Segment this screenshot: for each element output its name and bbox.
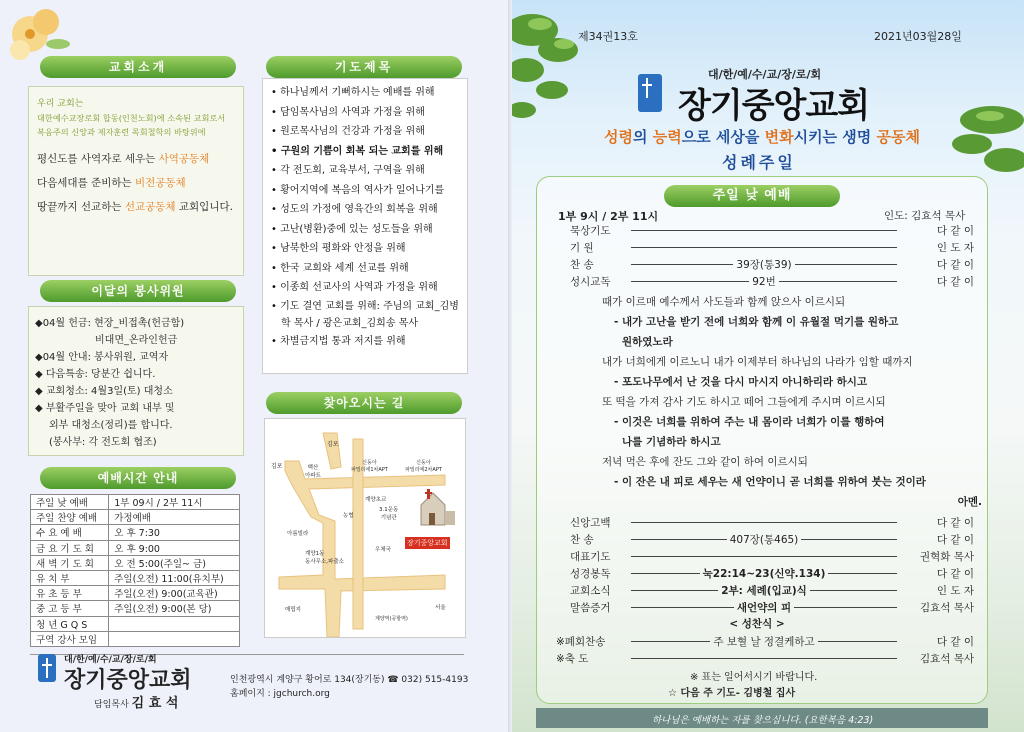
footer-church-name: 장기중앙교회 <box>64 668 192 693</box>
church-logo-icon <box>638 74 662 112</box>
footer-homepage: 홈페이지 : jgchurch.org <box>230 689 330 699</box>
map-label-baeksan: 백산 아파트 <box>305 465 321 479</box>
map-label-maejit: 매립지 <box>285 607 301 613</box>
scripture-line: 내가 너희에게 이르노니 내가 이제부터 하나님의 나라가 임할 때까지 <box>602 356 913 368</box>
church-logo-icon <box>38 654 56 682</box>
prayer-item: • 원로목사님의 건강과 가정을 위해 <box>271 122 459 142</box>
table-row <box>31 601 240 616</box>
intro-statement-3: 땅끝까지 선교하는 선교공동체 교회입니다. <box>37 201 233 213</box>
issue-date: 2021년03월28일 <box>874 30 962 43</box>
order-row: 말씀증거 새언약의 피 김효석 목사 <box>570 602 974 614</box>
scripture-line: 때가 이르매 예수께서 사도들과 함께 앉으사 이르시되 <box>602 296 846 308</box>
scripture-line: - 내가 고난을 받기 전에 너희와 함께 이 유월절 먹기를 원하고 <box>614 316 899 328</box>
prayer-item: • 구원의 기쁨이 회복 되는 교회를 위해 <box>271 142 459 162</box>
intro-header: 교회소개 <box>40 56 236 78</box>
schedule-cell: 새 벽 기 도 회 <box>31 555 109 570</box>
schedule-cell <box>109 616 240 631</box>
map-label-post: 우체국 <box>375 547 391 553</box>
table-row <box>31 631 240 646</box>
next-prayer: ☆ 다음 주 기도- 김병철 집사 <box>668 688 796 699</box>
church-building-icon <box>417 487 457 531</box>
footer-pastor: 담임목사 김 효 석 <box>94 696 179 711</box>
prayer-item: • 이종희 선교사의 사역과 가정을 위해 <box>271 278 459 298</box>
map-label-sp31: 3.1운동 기념관 <box>379 507 399 521</box>
volunteer-item: ◆ 다음특송: 당분간 쉽니다. <box>35 369 156 380</box>
schedule-cell: 주일 찬양 예배 <box>31 510 109 525</box>
order-row: 교회소식 2부: 세례(입교)식 인 도 자 <box>570 585 974 597</box>
schedule-cell: 오 후 9:00 <box>109 540 240 555</box>
volunteers-header: 이달의 봉사위원 <box>40 280 236 302</box>
schedule-cell: 1부 09시 / 2부 11시 <box>109 495 240 510</box>
service-header: 주일 낮 예배 <box>664 185 840 207</box>
table-row <box>31 510 240 525</box>
order-row: 기 원 인 도 자 <box>570 242 974 254</box>
service-times: 1부 9시 / 2부 11시 <box>558 210 659 223</box>
prayer-item: • 기도 결연 교회를 위해: 주님의 교회_김병학 목사 / 광은교회_김희송 목사 <box>271 298 459 332</box>
table-row <box>31 525 240 540</box>
order-row: 대표기도 권혁화 목사 <box>570 551 974 563</box>
schedule-cell: 금 요 기 도 회 <box>31 540 109 555</box>
church-name: 장기중앙교회 <box>678 86 870 126</box>
map-box <box>264 418 466 638</box>
schedule-cell: 주일 낮 예배 <box>31 495 109 510</box>
footer-address: 인천광역시 계양구 황어로 134(장기동) ☎ 032) 515-4193 <box>230 675 469 685</box>
schedule-cell: 주일(오전) 9:00(교육관) <box>109 586 240 601</box>
bottom-verse: 하나님은 예배하는 자를 찾으십니다. (요한복음 4:23) <box>652 715 874 726</box>
schedule-cell: 청 년 G Q S <box>31 616 109 631</box>
map-label-sindong1: 신동아 파밀리에1차APT <box>351 460 388 473</box>
order-row: ※축 도 김효석 목사 <box>556 653 974 665</box>
volunteer-item: ◆04월 헌금: 현장_비접촉(헌금함) <box>35 318 185 329</box>
order-bottom <box>556 514 974 667</box>
map-label-gimpo: 김포 <box>327 441 339 448</box>
table-row <box>31 570 240 585</box>
intro-line3: 복음주의 신앙과 제자훈련 목회철학의 바탕위에 <box>37 127 206 137</box>
order-row: 묵상기도 다 같 이 <box>570 225 974 237</box>
schedule-cell: 수 요 예 배 <box>31 525 109 540</box>
scripture-line: 나를 기념하라 하시고 <box>622 436 721 448</box>
intro-statement-2: 다음세대를 준비하는 비전공동체 <box>37 177 186 189</box>
prayer-header: 기도제목 <box>266 56 462 78</box>
scripture-amen: 아멘. <box>957 496 982 508</box>
schedule-header: 예배시간 안내 <box>40 467 236 489</box>
right-page <box>512 0 1024 732</box>
scripture-line: 또 떡을 가져 감사 기도 하시고 떼어 그들에게 주시며 이르시되 <box>602 396 886 408</box>
scripture-line: - 포도나무에서 난 것을 다시 마시지 아니하리라 하시고 <box>614 376 868 388</box>
directions-header: 찾아오시는 길 <box>266 392 462 414</box>
prayer-item: • 담임목사님의 사역과 가정을 위해 <box>271 103 459 123</box>
table-row <box>31 616 240 631</box>
map-label-nonghyup: 농협 <box>343 513 354 519</box>
prayer-item: • 한국 교회와 세계 선교를 위해 <box>271 259 459 279</box>
scripture-line: - 이 잔은 내 피로 세우는 새 언약이니 곧 너희를 위하여 붓는 것이라 <box>614 476 926 488</box>
sacrament-label: < 성찬식 > <box>729 618 785 630</box>
scripture-line: - 이것은 너희를 위하여 주는 내 몸이라 너희가 이를 행하여 <box>614 416 885 428</box>
prayer-item: • 하나님께서 기뻐하시는 예배를 위해 <box>271 83 459 103</box>
map-label-seoul: 서울 <box>435 605 446 611</box>
order-row: ※폐회찬송 주 보혈 날 정결케하고 다 같 이 <box>556 636 974 648</box>
schedule-cell: 구역 강사 모임 <box>31 631 109 646</box>
schedule-cell: 오 전 5:00(주일~ 금) <box>109 555 240 570</box>
schedule-cell: 가정예배 <box>109 510 240 525</box>
prayer-item: • 성도의 가정에 영육간의 회복을 위해 <box>271 200 459 220</box>
map-label-sindong2: 신동아 파밀리에2차APT <box>405 460 442 473</box>
prayer-item: • 고난(병환)중에 있는 성도들을 위해 <box>271 220 459 240</box>
map-label-gimpo-2: 김포 <box>271 463 283 470</box>
map-label-school: 계양초교 <box>365 497 387 503</box>
table-row <box>31 555 240 570</box>
table-row <box>31 586 240 601</box>
intro-line1: 우리 교회는 <box>37 99 84 109</box>
schedule-cell: 유 초 등 부 <box>31 586 109 601</box>
scripture-block <box>562 292 982 512</box>
prayer-list <box>271 83 459 351</box>
order-top <box>570 222 974 290</box>
scripture-line: 원하였노라 <box>622 336 673 348</box>
order-row: 성시교독 92번 다 같 이 <box>570 276 974 288</box>
prayer-item: • 차별금지법 통과 저지를 위해 <box>271 332 459 352</box>
footer-denomination: 대/한/예/수/교/장/로/회 <box>64 655 157 665</box>
schedule-table <box>30 494 240 647</box>
sunday-name: 성례주일 <box>722 153 796 172</box>
prayer-box <box>262 78 468 374</box>
map-label-arum: 아름빌라 <box>287 531 309 537</box>
volume-label: 제34권13호 <box>578 30 638 43</box>
denomination: 대/한/예/수/교/장/로/회 <box>708 68 822 81</box>
schedule-cell: 유 치 부 <box>31 570 109 585</box>
volunteer-item: (봉사부: 각 전도회 협조) <box>49 437 157 448</box>
intro-box <box>28 86 244 276</box>
map-label-church: 장기중앙교회 <box>407 539 448 547</box>
order-row: 성경봉독 눅22:14~23(신약.134) 다 같 이 <box>570 568 974 580</box>
volunteer-item: 비대면_온라인헌금 <box>95 335 178 346</box>
table-row <box>31 540 240 555</box>
volunteer-item: ◆ 교회청소: 4월3일(토) 대청소 <box>35 386 173 397</box>
schedule-cell: 중 고 등 부 <box>31 601 109 616</box>
order-row: 찬 송 39장(통39) 다 같 이 <box>570 259 974 271</box>
volunteer-item: 외부 대청소(정리)를 합니다. <box>49 420 173 431</box>
map-label-office: 계양1동 동사무소,파출소 <box>305 551 344 565</box>
motto: 성령의 능력으로 세상을 변화시키는 생명 공동체 <box>604 128 920 146</box>
stand-note: ※ 표는 일어서시기 바랍니다. <box>690 672 818 683</box>
order-row: 신앙고백 다 같 이 <box>570 517 974 529</box>
schedule-cell: 주일(오전) 9:00(본 당) <box>109 601 240 616</box>
scripture-line: 저녁 먹은 후에 잔도 그와 같이 하여 이르시되 <box>602 456 808 468</box>
schedule-cell <box>109 631 240 646</box>
prayer-item: • 각 전도회, 교육부서, 구역을 위해 <box>271 161 459 181</box>
schedule-cell: 주일(오전) 11:00(유치부) <box>109 570 240 585</box>
prayer-item: • 남북한의 평화와 안정을 위해 <box>271 239 459 259</box>
left-page <box>0 0 510 732</box>
prayer-item: • 황어지역에 복음의 역사가 일어나기를 <box>271 181 459 201</box>
volunteers-box <box>28 306 244 456</box>
table-row <box>31 495 240 510</box>
order-row: 찬 송 407장(통465) 다 같 이 <box>570 534 974 546</box>
volunteer-item: ◆ 부활주일을 맞아 교회 내부 및 <box>35 403 175 414</box>
schedule-cell: 오 후 7:30 <box>109 525 240 540</box>
map-label-gyeyang: 계양역(공항역) <box>375 616 408 622</box>
intro-statement-1: 평신도를 사역자로 세우는 사역공동체 <box>37 153 210 165</box>
intro-line2: 대한예수교장로회 합동(인천노회)에 소속된 교회로서 <box>37 113 226 123</box>
schedule-table-wrap <box>30 494 240 647</box>
volunteer-item: ◆04월 안내: 봉사위원, 교역자 <box>35 352 169 363</box>
service-leader: 인도: 김효석 목사 <box>884 210 966 222</box>
